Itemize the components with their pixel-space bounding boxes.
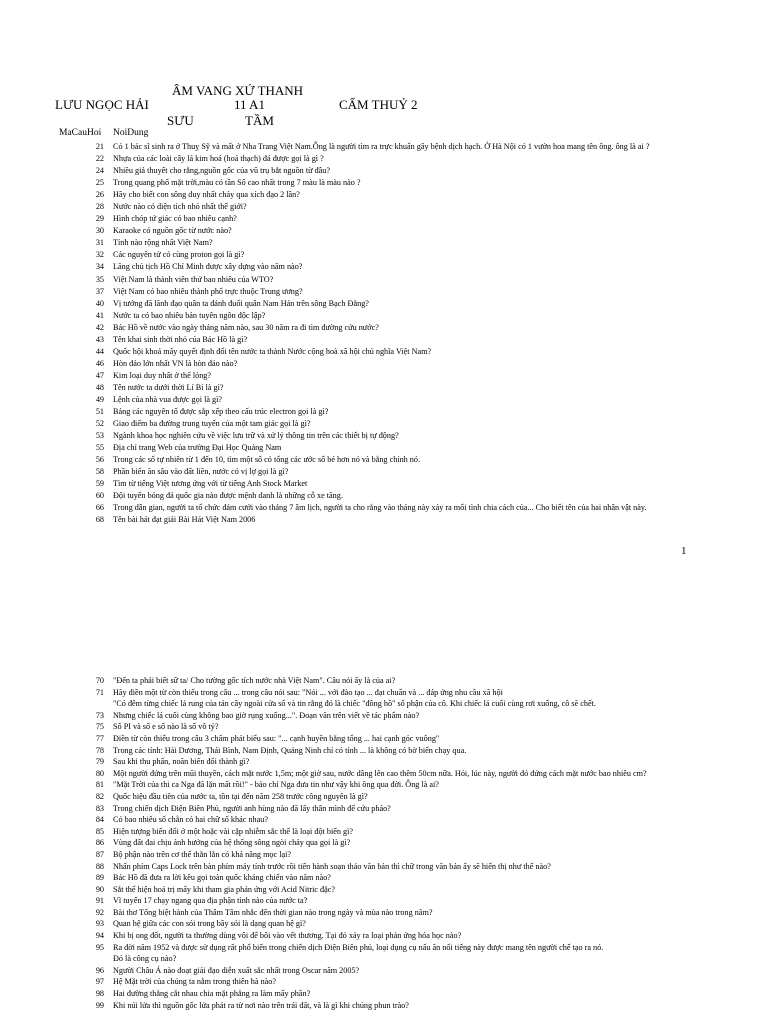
question-text: Trong các tỉnh: Hải Dương, Thái Bình, Nam Định, Quảng Ninh chỉ có tỉnh ... là không có bờ biển chạy qua. <box>113 745 467 755</box>
question-text: Giao điểm ba đường trung tuyến của một tam giác gọi là gì? <box>113 419 311 429</box>
question-number: 48 <box>95 382 104 392</box>
question-text: Ngành khoa học nghiên cứu về việc lưu trữ và xử lý thông tin trên các thiết bị tự động? <box>113 431 399 441</box>
question-number: 26 <box>95 190 104 200</box>
question-number: 24 <box>95 166 104 176</box>
question-text: Tên bài hát đạt giải Bài Hát Việt Nam 2006 <box>113 515 256 525</box>
question-text: Sau khi thu phấn, noãn biến đổi thành gì? <box>113 757 250 767</box>
question-number: 40 <box>95 298 104 308</box>
question-number: 87 <box>95 849 104 859</box>
question-number: 32 <box>95 250 104 260</box>
question-number: 46 <box>95 358 104 368</box>
question-text: Hai đường thẳng cắt nhau chia mặt phẳng ra làm mấy phần? <box>113 989 311 999</box>
question-text: Hãy cho biết con sông duy nhất chảy qua xích đạo 2 lần? <box>113 190 300 200</box>
author-name: LƯU NGỌC HẢI <box>55 97 149 112</box>
question-number: 66 <box>95 503 104 513</box>
question-number: 55 <box>95 443 104 453</box>
question-text: Hãy điền một từ còn thiếu trong câu ... trong câu nói sau: "Nói ... với đào tạo ... đạt chuẩn và ... đáp ứng nhu cầu xã hội <box>113 687 503 697</box>
question-text: Tìm từ tiếng Việt tương ứng với từ tiếng Anh Stock Market <box>113 479 308 489</box>
collected-label-2: TẦM <box>245 113 274 128</box>
question-text: Sắt thể hiện hoá trị mấy khi tham gia phản ứng với Acid Nitric đặc? <box>113 884 336 894</box>
question-number: 88 <box>95 861 104 871</box>
question-text: Tỉnh nào rộng nhất Việt Nam? <box>113 238 213 248</box>
question-number: 90 <box>95 884 104 894</box>
question-number: 49 <box>95 394 104 404</box>
question-text: Khi bị ong đốt, người ta thường dùng vôi để bôi vào vết thương. Tại đó xảy ra loại phản ứng hóa học nào? <box>113 931 462 941</box>
question-text: Người Châu Á nào đoạt giải đạo diễn xuất sắc nhất trong Oscar năm 2005? <box>113 965 360 975</box>
question-number: 77 <box>95 733 104 743</box>
question-text: Bảng các nguyên tố được sắp xếp theo cấu trúc electron gọi là gì? <box>113 407 329 417</box>
question-text: Quan hệ giữa các con sói trong bầy sói là dạng quan hệ gì? <box>113 919 306 929</box>
question-number: 59 <box>95 479 104 489</box>
question-text: Vĩ tuyến 17 chạy ngang qua địa phận tỉnh nào của nước ta? <box>113 896 308 906</box>
question-text: Bài thơ Tống biệt hành của Thâm Tâm nhắc đến thời gian nào trong ngày và mùa nào trong năm? <box>113 907 433 917</box>
collected-label-1: SƯU <box>167 113 194 128</box>
question-text: Có bao nhiêu số chẵn có hai chữ số khác nhau? <box>113 815 268 825</box>
question-number: 37 <box>95 286 104 296</box>
question-text: Đội tuyển bóng đá quốc gia nào được mệnh danh là những cỗ xe tăng. <box>113 491 343 501</box>
question-number: 85 <box>95 826 104 836</box>
question-text: Hòn đảo lớn nhất VN là hòn đảo nào? <box>113 358 238 368</box>
question-text: Nhựa của các loài cây lá kim hoá (hoá thạch) đá được gọi là gì ? <box>113 154 324 164</box>
question-number: 70 <box>95 676 104 685</box>
question-number: 60 <box>95 491 104 501</box>
question-text: Bác Hồ đã đưa ra lời kêu gọi toàn quốc kháng chiến vào năm nào? <box>113 873 331 883</box>
question-number: 99 <box>95 1000 104 1010</box>
question-number: 75 <box>95 722 104 732</box>
document-title: ÂM VANG XỨ THANH <box>172 83 304 98</box>
class-name: 11 A1 <box>234 97 265 112</box>
question-text: Lăng chủ tịch Hồ Chí Minh được xây dựng vào năm nào? <box>113 262 303 272</box>
page-number: 1 <box>681 545 687 557</box>
question-number: 29 <box>95 214 104 224</box>
question-number: 79 <box>95 757 104 767</box>
question-number: 71 <box>95 687 104 697</box>
question-number: 52 <box>95 419 104 429</box>
question-text: Quốc hiệu đầu tiên của nước ta, tồn tại đến năm 258 trước công nguyên là gì? <box>113 791 368 801</box>
question-number: 73 <box>95 710 104 720</box>
question-number: 80 <box>95 768 104 778</box>
question-text: Trong các số tự nhiên từ 1 đến 10, tìm một số có tổng các ước số bé hơn nó và bằng chính nó. <box>113 455 421 465</box>
question-number: 34 <box>95 262 104 272</box>
question-number: 43 <box>95 334 104 344</box>
question-text: Nhưng chiếc lá cuối cùng không bao giờ rụng xuống...". Đoạn văn trên viết về tác phẩm nào? <box>113 710 420 720</box>
question-number: 44 <box>95 346 104 356</box>
question-number: 68 <box>95 515 104 525</box>
question-text: Trong chiến dịch Điện Biên Phủ, người anh hùng nào đã lấy thân mình để cứu pháo? <box>113 803 391 813</box>
question-text: Trong dân gian, người ta tổ chức đám cưới vào tháng 7 âm lịch, người ta cho rằng vào tháng này xảy ra mối tình chia cách của... Cho biết tên của hai nhân vật này. <box>113 503 647 513</box>
question-continuation-text: "Có đêm từng chiếc lá rung của tán cây ngoài cửa sổ và tin rằng đó là chiếc "đồng hồ" số phận của cô. Khi chiếc lá cuối cùng rơi xuống, cô sẽ chết. <box>113 699 596 709</box>
question-number: 91 <box>95 896 104 906</box>
school-name: CẨM THUỶ 2 <box>339 97 418 112</box>
question-number: 81 <box>95 780 104 790</box>
question-text: Quốc hội khoá mấy quyết định đổi tên nước ta thành Nước cộng hoà xã hội chủ nghĩa Việt Nam? <box>113 346 432 356</box>
question-number: 56 <box>95 455 104 465</box>
question-number: 94 <box>95 931 104 941</box>
question-text: Ra đời năm 1952 và được sử dụng rất phổ biến trong chiến dịch Điện Biên phủ, loại dụng cụ nấu ăn nổi tiếng này được mang tên người chế tạo ra nó. <box>113 942 604 952</box>
question-text: Hình chóp tứ giác có bao nhiêu cạnh? <box>113 214 237 224</box>
question-number: 97 <box>95 977 104 987</box>
question-text: Tên nước ta dưới thời Lí Bí là gì? <box>113 382 224 392</box>
question-text: Karaoke có nguồn gốc từ nước nào? <box>113 226 232 236</box>
question-number: 82 <box>95 791 104 801</box>
question-number: 95 <box>95 942 104 952</box>
question-number: 30 <box>95 226 104 236</box>
question-number: 78 <box>95 745 104 755</box>
question-text: Điền từ còn thiếu trong câu 3 chấm phát biểu sau: "... cạnh huyền bằng tổng ... hai cạnh góc vuông" <box>113 733 440 743</box>
question-text: Lệnh của nhà vua được gọi là gì? <box>113 394 223 404</box>
question-text: Một người đứng trên mũi thuyền, cách mặt nước 1,5m; một giờ sau, nước dâng lên cao thêm 50cm nữa. Hỏi, lúc này, người đó đứng cách mặt nước bao nhiêu cm? <box>113 768 647 778</box>
question-number: 93 <box>95 919 104 929</box>
column-header-content: NoiDung <box>113 128 149 138</box>
question-text: "Mặt Trời của thi ca Nga đã lặn mất rồi!" - báo chí Nga đưa tin như vậy khi ông qua đời. Ông là ai? <box>113 780 439 790</box>
question-text: Địa chỉ trang Web của trường Đại Học Quảng Nam <box>113 443 282 453</box>
question-text: Việt Nam là thành viên thứ bao nhiêu của WTO? <box>113 274 274 284</box>
question-number: 53 <box>95 431 104 441</box>
question-continuation-text: Đó là công cụ nào? <box>113 954 177 964</box>
question-number: 42 <box>95 322 104 332</box>
question-text: Vùng đất đai chịu ảnh hưởng của hệ thống sông ngòi chảy qua gọi là gì? <box>113 838 351 848</box>
question-number: 51 <box>95 407 104 417</box>
question-number: 98 <box>95 989 104 999</box>
question-number: 21 <box>95 142 104 151</box>
question-number: 28 <box>95 202 104 212</box>
question-text: Kim loại duy nhất ở thể lỏng? <box>113 370 212 380</box>
question-number: 31 <box>95 238 104 248</box>
question-text: Nước nào có diện tích nhỏ nhất thế giới? <box>113 202 247 212</box>
question-number: 83 <box>95 803 104 813</box>
question-number: 22 <box>95 154 104 164</box>
column-header-id: MaCauHoi <box>59 128 102 138</box>
question-text: Hiện tượng biến đổi ở một hoặc vài cặp nhiễm sắc thể là loại đột biến gì? <box>113 826 354 836</box>
question-text: Phần biển ăn sâu vào đất liền, nước có vị lợ gọi là gì? <box>113 467 289 477</box>
question-text: Số PI và số e số nào là số vô tỷ? <box>113 722 219 732</box>
question-number: 25 <box>95 178 104 188</box>
question-text: Khi núi lửa thì nguồn gốc lửa phát ra từ nơi nào trên trái đất, và là gì khi chúng phun trào? <box>113 1000 409 1010</box>
question-text: Việt Nam có bao nhiêu thành phố trực thuộc Trung ương? <box>113 286 303 296</box>
question-text: Trong quang phổ mặt trời,màu có tần Số cao nhất trong 7 màu là màu nào ? <box>113 178 361 188</box>
question-text: Tên khai sinh thời nhỏ của Bác Hồ là gì? <box>113 334 248 344</box>
question-number: 47 <box>95 370 104 380</box>
question-number: 89 <box>95 873 104 883</box>
question-text: Nhiều giả thuyết cho rằng,nguồn gốc của vũ trụ bắt nguồn từ đâu? <box>113 166 331 176</box>
question-number: 41 <box>95 310 104 320</box>
question-number: 96 <box>95 965 104 975</box>
question-number: 92 <box>95 907 104 917</box>
question-text: Hệ Mặt trời của chúng ta nằm trong thiên hà nào? <box>113 977 277 987</box>
question-text: "Đến ta phải biết sữ ta/ Cho tường gốc tích nước nhà Việt Nam". Câu nói ấy là của ai? <box>113 676 396 685</box>
question-text: Các nguyên tử có cùng proton gọi là gì? <box>113 250 245 260</box>
question-number: 35 <box>95 274 104 284</box>
question-text: Bác Hồ về nước vào ngày tháng năm nào, sau 30 năm ra đi tìm đường cứu nước? <box>113 322 379 332</box>
question-text: Vị tướng đã lãnh đạo quân ta đánh đuổi quân Nam Hán trên sông Bạch Đằng? <box>113 298 369 308</box>
question-text: Nhấn phím Caps Lock trên bàn phím máy tính trước rồi tiến hành soạn thảo văn bản thì chữ trong văn bản ấy sẽ hiển thị như thế nào? <box>113 861 551 871</box>
question-number: 86 <box>95 838 104 848</box>
question-text: Nước ta có bao nhiêu bản tuyên ngôn độc lập? <box>113 310 266 320</box>
question-text: Bộ phận nào trên cơ thể thằn lằn có khả năng mọc lại? <box>113 849 292 859</box>
question-number: 84 <box>95 815 104 825</box>
question-number: 58 <box>95 467 104 477</box>
question-text: Có 1 bác sĩ sinh ra ở Thuỵ Sỹ và mất ở Nha Trang Việt Nam.Ông là người tìm ra trực khuẩn gây bệnh dịch hạch. Ở Hà Nội có 1 vườn hoa mang tên ông. ông là ai ? <box>113 142 650 151</box>
